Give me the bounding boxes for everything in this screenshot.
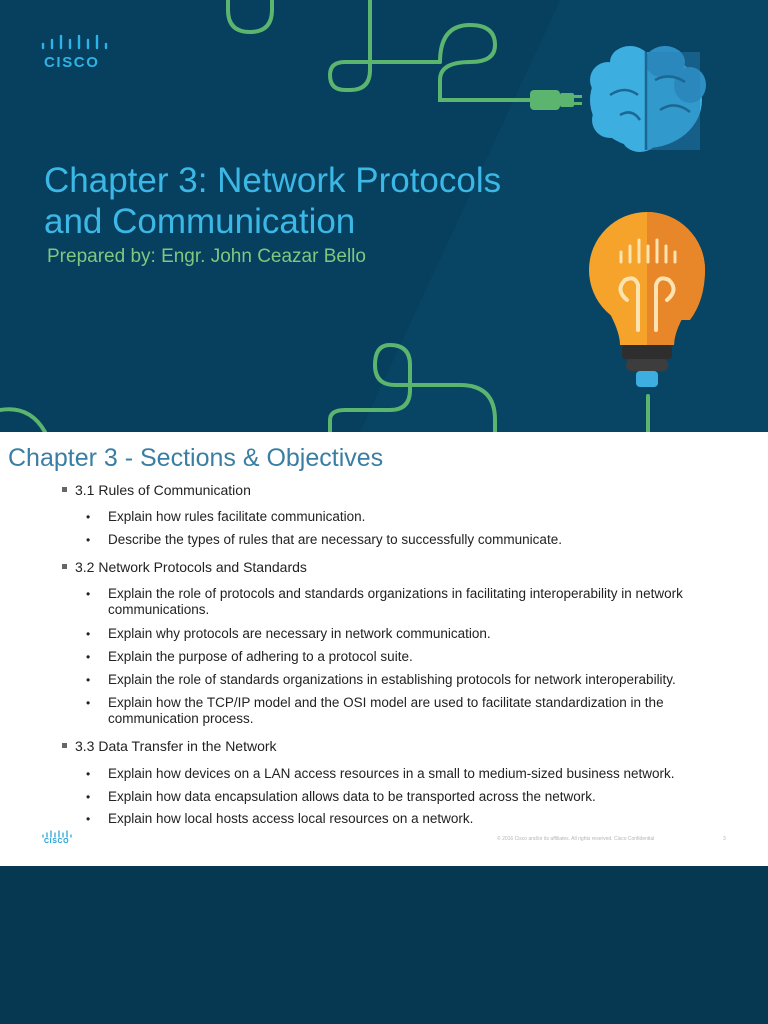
bullet-dot-icon: •	[86, 627, 91, 641]
bullet-dot-icon: •	[86, 510, 91, 524]
title-line-1: Chapter 3: Network Protocols	[44, 161, 502, 200]
list-item: • Explain how data encapsulation allows data to be transported across the network.	[86, 789, 596, 804]
section-heading: 3.2 Network Protocols and Standards	[62, 559, 307, 575]
list-item: • Explain how devices on a LAN access resources in a small to medium-sized business network.	[86, 766, 675, 781]
bullet-dot-icon: •	[86, 533, 91, 547]
list-item: • Explain how local hosts access local resources on a network.	[86, 811, 474, 826]
slide-title: Chapter 3 - Sections & Objectives	[8, 444, 384, 472]
section-heading: 3.1 Rules of Communication	[62, 482, 251, 498]
empty-background	[0, 866, 768, 1024]
slide-title	[44, 160, 584, 242]
bullet-dot-icon: •	[86, 790, 91, 804]
bullet-dot-icon: •	[86, 812, 91, 826]
objectives-slide	[0, 432, 768, 866]
page-number: 3	[723, 836, 726, 842]
square-bullet-icon	[62, 564, 67, 569]
bullet-dot-icon: •	[86, 650, 91, 664]
list-item: • Explain how rules facilitate communication.	[86, 509, 366, 524]
section-heading: 3.3 Data Transfer in the Network	[62, 738, 277, 754]
bullet-dot-icon: •	[86, 696, 91, 710]
title-slide	[0, 0, 768, 432]
prepared-by-text: Prepared by: Engr. John Ceazar Bello	[47, 246, 366, 267]
cisco-brand-text: CISCO	[44, 54, 100, 71]
list-item: • Explain the role of standards organizations in establishing protocols for network interoperability.	[86, 672, 676, 687]
cisco-brand-text: CISCO	[44, 838, 70, 845]
square-bullet-icon	[62, 743, 67, 748]
bullet-dot-icon: •	[86, 767, 91, 781]
bullet-dot-icon: •	[86, 587, 91, 601]
list-item: • Explain how the TCP/IP model and the OSI model are used to facilitate standardization in the communication process.	[86, 695, 664, 726]
bullet-dot-icon: •	[86, 673, 91, 687]
list-item: • Describe the types of rules that are necessary to successfully communicate.	[86, 532, 562, 547]
list-item: • Explain why protocols are necessary in network communication.	[86, 626, 491, 641]
cisco-logo-icon	[42, 830, 72, 838]
list-item: • Explain the role of protocols and standards organizations in facilitating interoperability in network communications.	[86, 586, 683, 617]
copyright-text: © 2016 Cisco and/or its affiliates. All rights reserved. Cisco Confidential	[497, 836, 655, 842]
list-item: • Explain the purpose of adhering to a protocol suite.	[86, 649, 413, 664]
cisco-logo-icon	[40, 34, 110, 54]
square-bullet-icon	[62, 487, 67, 492]
title-line-2: and Communication	[44, 202, 356, 241]
